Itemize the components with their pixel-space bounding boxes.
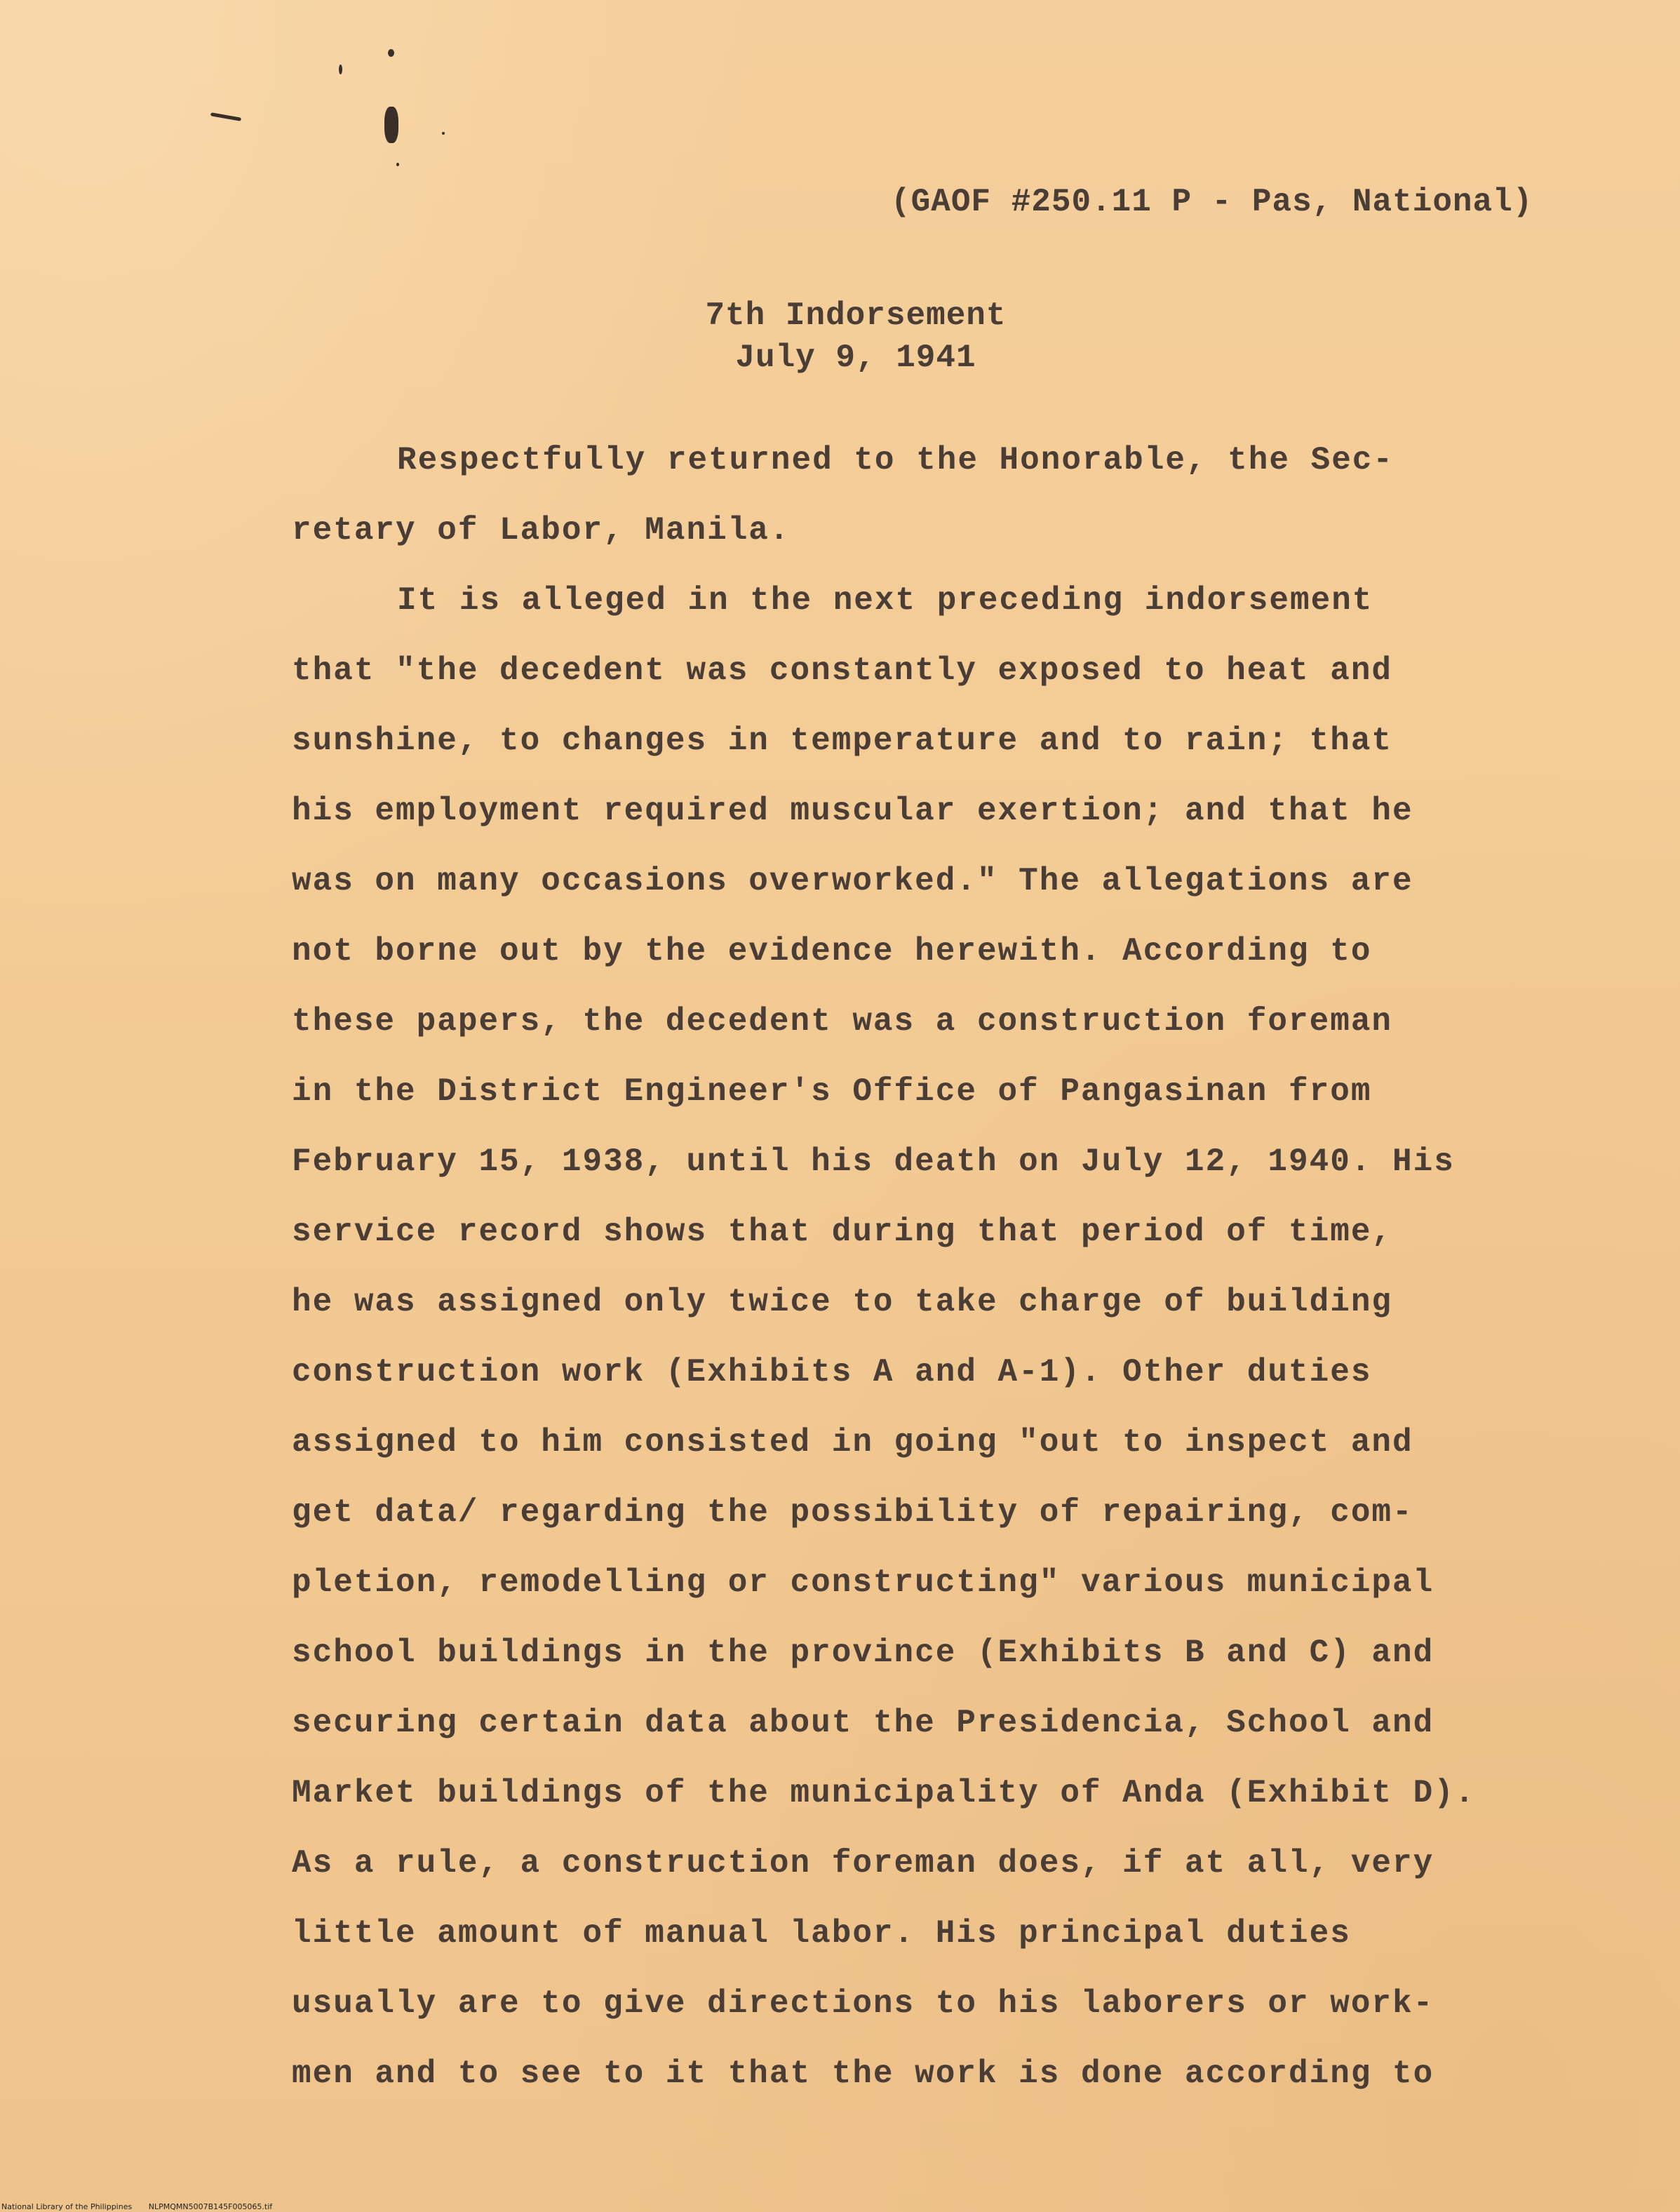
ink-mark [384,107,398,143]
text-line: service record shows that during that period of time, [292,1214,1393,1250]
text-line: February 15, 1938, until his death on July 12, 1940. His [292,1144,1455,1180]
body-text [292,434,1484,2117]
text-line: was on many occasions overworked." The allegations are [292,863,1413,899]
indorsement-heading [631,295,1080,379]
text-line: usually are to give directions to his laborers or work- [292,1985,1434,2022]
ink-mark [339,65,342,74]
text-line: school buildings in the province (Exhibits B and C) and [292,1635,1434,1671]
ink-mark [388,49,394,57]
text-line: these papers, the decedent was a construction foreman [292,1003,1393,1040]
text-line: his employment required muscular exertion; and that he [292,793,1413,829]
ink-mark [210,112,241,121]
ink-mark [396,163,399,166]
footer-filename: NLPMQMN5007B145F005065.tif [148,2202,273,2211]
text-line: retary of Labor, Manila. [292,512,791,549]
text-line: Market buildings of the municipality of Anda (Exhibit D). [292,1775,1476,1811]
file-reference: (GAOF #250.11 P - Pas, National) [891,184,1533,220]
text-line: not borne out by the evidence herewith. According to [292,933,1372,970]
text-line: sunshine, to changes in temperature and to rain; that [292,723,1393,759]
text-line: It is alleged in the next preceding indorsement [397,582,1373,619]
text-line: little amount of manual labor. His principal duties [292,1915,1351,1952]
text-line: As a rule, a construction foreman does, if at all, very [292,1845,1434,1882]
text-line: he was assigned only twice to take charge of building [292,1284,1393,1320]
indorsement-title: 7th Indorsement [705,297,1007,334]
text-line: in the District Engineer's Office of Pangasinan from [292,1073,1372,1110]
text-line: men and to see to it that the work is done according to [292,2056,1434,2092]
footer-library: National Library of the Philippines [1,2202,133,2211]
scan-footer [1,2202,286,2211]
ink-mark [442,132,445,135]
text-line: get data/ regarding the possibility of repairing, com- [292,1494,1413,1531]
text-line: assigned to him consisted in going "out to inspect and [292,1424,1413,1461]
text-line: pletion, remodelling or constructing" various municipal [292,1564,1434,1601]
text-line: securing certain data about the Presidencia, School and [292,1705,1434,1741]
text-line: Respectfully returned to the Honorable, the Sec- [397,442,1395,478]
text-line: that "the decedent was constantly exposed to heat and [292,652,1393,689]
indorsement-date: July 9, 1941 [735,340,976,376]
text-line: construction work (Exhibits A and A-1). Other duties [292,1354,1372,1390]
